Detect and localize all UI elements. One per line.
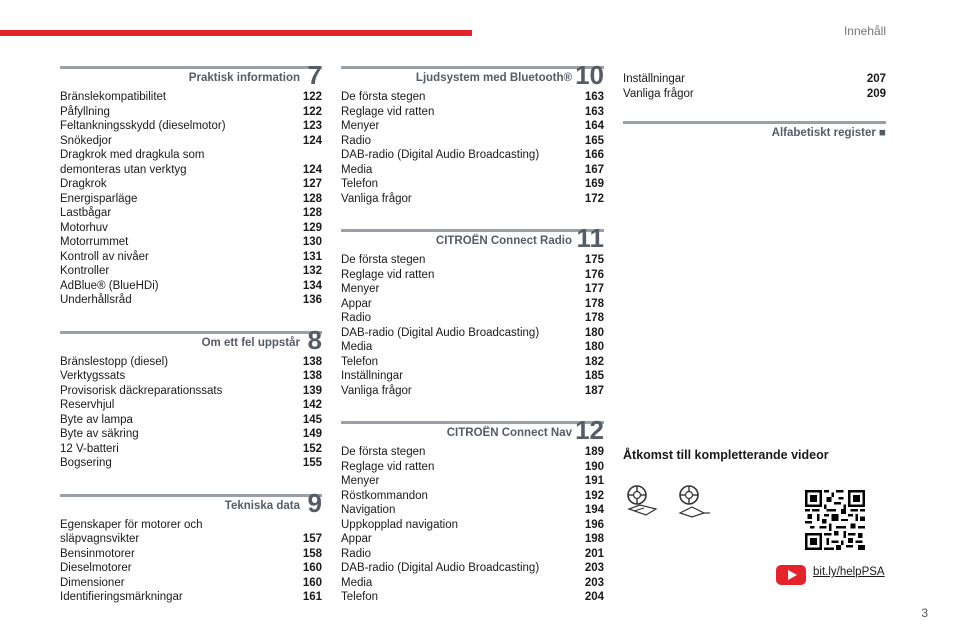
toc-entry[interactable] [60,192,322,207]
toc-entry-title: Feltankningsskydd (dieselmotor) [60,120,226,132]
toc-entry-page: 201 [584,547,604,560]
toc-entry[interactable] [60,90,322,105]
toc-entry-page: 203 [584,562,604,574]
toc-entry-title: Röstkommandon [341,489,428,502]
section-rule [341,421,604,424]
toc-entry-page: 203 [584,576,604,589]
toc-entry-page: 191 [584,475,604,487]
toc-entry-page: 122 [302,105,322,118]
toc-entry-title: Inställningar [623,73,686,85]
toc-entry[interactable] [341,460,604,475]
toc-entry-title: Motorhuv [60,221,108,234]
toc-entry-page: 172 [584,192,604,205]
toc-entry[interactable] [60,456,322,471]
toc-entry-page: 166 [584,149,604,161]
toc-entry-title: Navigation [341,504,396,516]
section-10 [341,60,604,206]
toc-entry[interactable] [60,427,322,442]
toc-entry-page: 185 [584,370,604,382]
toc-entry[interactable] [341,340,604,355]
top-accent-bar [0,30,472,36]
toc-entry-page: 127 [302,178,322,190]
toc-entry-page: 157 [302,533,322,545]
section-rule [623,121,886,124]
toc-entry-page: 149 [302,428,322,440]
toc-entry-page: 169 [584,178,604,190]
alphabetic-index-header [623,115,886,137]
section-title: Ljudsystem med Bluetooth® [415,72,572,84]
toc-entry-title: Bränslekompatibilitet [60,91,167,103]
toc-entries [341,253,604,398]
toc-entry-title: Menyer [341,475,380,487]
toc-entry[interactable] [341,119,604,134]
section-header [341,223,604,253]
toc-entry-title: Radio [341,547,372,560]
toc-entries [623,72,886,101]
toc-entry-title: Dragkrok med dragkula som [60,149,205,161]
toc-entries [60,90,322,308]
toc-entry-title: Media [341,576,373,589]
toc-entry-title: Energisparläge [60,192,138,205]
toc-entry-title: Identifieringsmärkningar [60,591,183,603]
toc-entry[interactable] [60,576,322,591]
wheel-tool-icon [626,485,662,521]
toc-entry-title: Vanliga frågor [341,384,412,397]
section-title: Tekniska data [224,499,300,512]
toc-entry-page: 204 [584,591,604,603]
toc-entry[interactable] [60,119,322,134]
section-number: 7 [307,60,322,90]
column-3 [623,72,886,137]
toc-entry-title: Reservhjul [60,399,115,411]
toc-entry-page: 192 [584,489,604,502]
section-number: 11 [576,223,604,253]
toc-entry-title: Telefon [341,591,379,603]
toc-entry-page: 136 [302,294,322,306]
alphabetic-index-link[interactable]: Alfabetiskt register ■ [771,127,886,139]
section-number: 8 [307,324,322,355]
toc-entry-page: 196 [584,518,604,531]
section-number: 10 [575,60,604,90]
toc-entry-title: De första stegen [341,254,426,266]
help-video-link[interactable]: bit.ly/helpPSA [813,566,885,578]
toc-entry[interactable] [623,87,886,102]
toc-entry[interactable] [341,326,604,341]
toc-entry-title: Lastbågar [60,207,112,219]
section-rule [60,66,322,69]
toc-entry[interactable] [60,264,322,279]
toc-entry-title: 12 V-batteri [60,442,119,455]
toc-entry-title: Inställningar [341,370,404,382]
toc-entry-title: De första stegen [341,91,426,103]
toc-entry[interactable] [341,547,604,562]
toc-entry-page: 134 [302,279,322,292]
toc-entry-title: Menyer [341,120,380,132]
section-7 [60,60,322,308]
page-header-title: Innehåll [843,24,886,38]
column-1 [60,60,322,605]
section-header [60,325,322,355]
toc-entry-title: Uppkopplad navigation [341,518,459,531]
toc-entry-title: Media [341,163,373,176]
toc-entry-page: 129 [302,221,322,234]
toc-entry[interactable] [60,134,322,149]
qr-code-icon[interactable] [805,490,865,550]
toc-entry-page: 128 [302,207,322,219]
toc-entry-page: 160 [302,562,322,574]
section-header [341,60,604,90]
toc-entry[interactable] [341,532,604,547]
section-8 [60,325,322,471]
toc-entry-title: Menyer [341,283,380,295]
toc-entry[interactable] [341,474,604,489]
section-rule [60,331,322,334]
toc-entry-page: 189 [584,446,604,458]
toc-entry-title: Kontroll av nivåer [60,250,149,263]
toc-entry-title: Snökedjor [60,134,112,147]
toc-entry-page: 182 [584,355,604,368]
toc-entry-title: Telefon [341,355,379,368]
section-11 [341,223,604,398]
toc-entry[interactable] [60,235,322,250]
toc-entry-title: Reglage vid ratten [341,105,435,118]
toc-entry-title: DAB-radio (Digital Audio Broadcasting) [341,562,540,574]
toc-entry-title-cont: släpvagnsvikter [60,533,140,545]
toc-entry-title: Appar [341,533,372,545]
toc-entry-page: 138 [302,355,322,368]
toc-entry-page: 180 [584,326,604,339]
toc-entry-title: Reglage vid ratten [341,268,435,281]
toc-entry[interactable] [341,282,604,297]
toc-entry[interactable] [341,369,604,384]
section-header [60,60,322,90]
toc-entry-title: Motorrummet [60,236,129,248]
section-number: 9 [307,487,322,518]
toc-entry[interactable] [60,398,322,413]
toc-entry-page: 155 [302,457,322,469]
youtube-icon[interactable] [776,565,806,585]
toc-entry[interactable] [341,105,604,120]
toc-entry[interactable] [60,279,322,294]
toc-entry[interactable] [60,561,322,576]
toc-entry-page: 178 [584,312,604,324]
toc-entry[interactable] [341,561,604,576]
toc-entry[interactable] [60,221,322,236]
toc-entry-page: 131 [302,250,322,263]
toc-entry-title: Kontroller [60,265,110,277]
toc-entry-title: Dieselmotorer [60,562,132,574]
toc-entry-page: 198 [584,533,604,545]
toc-entry-title: Bensinmotorer [60,547,135,560]
toc-entry-page: 139 [302,384,322,397]
toc-entry[interactable] [60,413,322,428]
toc-entry-page: 167 [584,163,604,176]
toc-entry-page: 130 [302,236,322,248]
toc-entry-title-cont: demonteras utan verktyg [60,163,187,176]
toc-entry[interactable] [60,518,322,547]
toc-entry[interactable] [60,293,322,308]
toc-entry-title: Radio [341,134,372,147]
toc-entry-title: Reglage vid ratten [341,460,435,473]
toc-entry-page: 123 [302,120,322,132]
toc-entry-page: 178 [584,297,604,310]
section-title: CITROËN Connect Radio [435,235,572,247]
toc-entry-title: Påfyllning [60,105,110,118]
toc-entry[interactable] [341,192,604,207]
toc-entries [60,518,322,605]
section-header [341,415,604,445]
toc-entry-page: 209 [866,87,886,100]
toc-entry-page: 124 [302,163,322,176]
toc-entry-page: 177 [584,283,604,295]
toc-entry[interactable] [60,206,322,221]
toc-entries [341,90,604,206]
toc-entry-title: Media [341,341,373,353]
toc-entry-title: Dragkrok [60,178,107,190]
toc-entry[interactable] [341,576,604,591]
toc-entry-page: 190 [584,460,604,473]
section-title: Praktisk information [188,72,300,84]
toc-entry-page: 160 [302,576,322,589]
toc-entry[interactable] [341,253,604,268]
toc-entry-page: 158 [302,547,322,560]
toc-entry[interactable] [60,590,322,605]
toc-entry[interactable] [60,442,322,457]
toc-entry-page: 163 [584,91,604,103]
toc-entry[interactable] [341,355,604,370]
toc-entry[interactable] [341,177,604,192]
toc-entry[interactable] [60,384,322,399]
toc-entry-page: 164 [584,120,604,132]
toc-entry-title: Vanliga frågor [341,192,412,205]
toc-entry-page: 175 [584,254,604,266]
section-12 [341,415,604,605]
toc-entry-page: 132 [302,265,322,277]
toc-entry[interactable] [60,369,322,384]
toc-entry-page: 207 [866,73,886,85]
toc-entry[interactable] [60,547,322,562]
toc-entry[interactable] [60,250,322,265]
toc-entry-page: 161 [302,591,322,603]
toc-entry[interactable] [60,148,322,177]
toc-entry-page: 163 [584,105,604,118]
toc-entry-title: DAB-radio (Digital Audio Broadcasting) [341,326,540,339]
section-9 [60,488,322,605]
toc-entry-title: Underhållsråd [60,294,132,306]
toc-entry-page: 145 [302,413,322,426]
toc-entry-page: 187 [584,384,604,397]
toc-entry-title: DAB-radio (Digital Audio Broadcasting) [341,149,540,161]
section-number: 12 [575,415,604,445]
toc-entry[interactable] [341,590,604,605]
toc-entry-title: Byte av lampa [60,413,133,426]
section-rule [341,229,604,232]
section-title: Om ett fel uppstår [201,336,300,349]
toc-entry-page: 142 [302,399,322,411]
toc-entry-title: Bogsering [60,457,112,469]
toc-entry[interactable] [60,177,322,192]
toc-entry-title: Egenskaper för motorer och [60,518,203,531]
toc-entry-title: Bränslestopp (diesel) [60,355,169,368]
toc-entry[interactable] [341,297,604,312]
toc-entry-title: Radio [341,312,372,324]
toc-entry-page: 180 [584,341,604,353]
tyre-repair-icon [678,485,714,521]
toc-entry-title: Appar [341,297,372,310]
toc-entry-page: 194 [584,504,604,516]
toc-entry-page: 124 [302,134,322,147]
toc-entry-title: Verktygssats [60,370,126,382]
toc-entries [60,355,322,471]
toc-entry-page: 138 [302,370,322,382]
toc-entry[interactable] [341,148,604,163]
section-rule [341,66,604,69]
toc-entry-title: Byte av säkring [60,428,139,440]
toc-entry[interactable] [341,384,604,399]
toc-entry[interactable] [341,311,604,326]
toc-entry-title: Provisorisk däckreparationssats [60,384,223,397]
toc-entry[interactable] [60,355,322,370]
videos-heading: Åtkomst till kompletterande videor [623,448,829,462]
page-number: 3 [921,606,928,620]
toc-entry-page: 152 [302,442,322,455]
toc-entry[interactable] [341,489,604,504]
toc-entry-page: 176 [584,268,604,281]
section-title: CITROËN Connect Nav [446,427,572,439]
toc-entry-title: Dimensioner [60,576,125,589]
toc-entry-page: 165 [584,134,604,147]
section-rule [60,494,322,497]
toc-entry[interactable] [341,134,604,149]
toc-entry[interactable] [341,503,604,518]
toc-entry[interactable] [341,445,604,460]
toc-entry[interactable] [623,72,886,87]
toc-entry[interactable] [341,163,604,178]
toc-entry-title: AdBlue® (BlueHDi) [60,279,159,292]
toc-entries [341,445,604,605]
toc-entry-title: De första stegen [341,446,426,458]
toc-entry[interactable] [341,518,604,533]
toc-entry[interactable] [341,90,604,105]
toc-entry[interactable] [341,268,604,283]
toc-entry-page: 122 [302,91,322,103]
toc-entry[interactable] [60,105,322,120]
section-header [60,488,322,518]
toc-entry-page: 128 [302,192,322,205]
toc-entry-title: Telefon [341,178,379,190]
column-2 [341,60,604,605]
toc-entry-title: Vanliga frågor [623,87,694,100]
